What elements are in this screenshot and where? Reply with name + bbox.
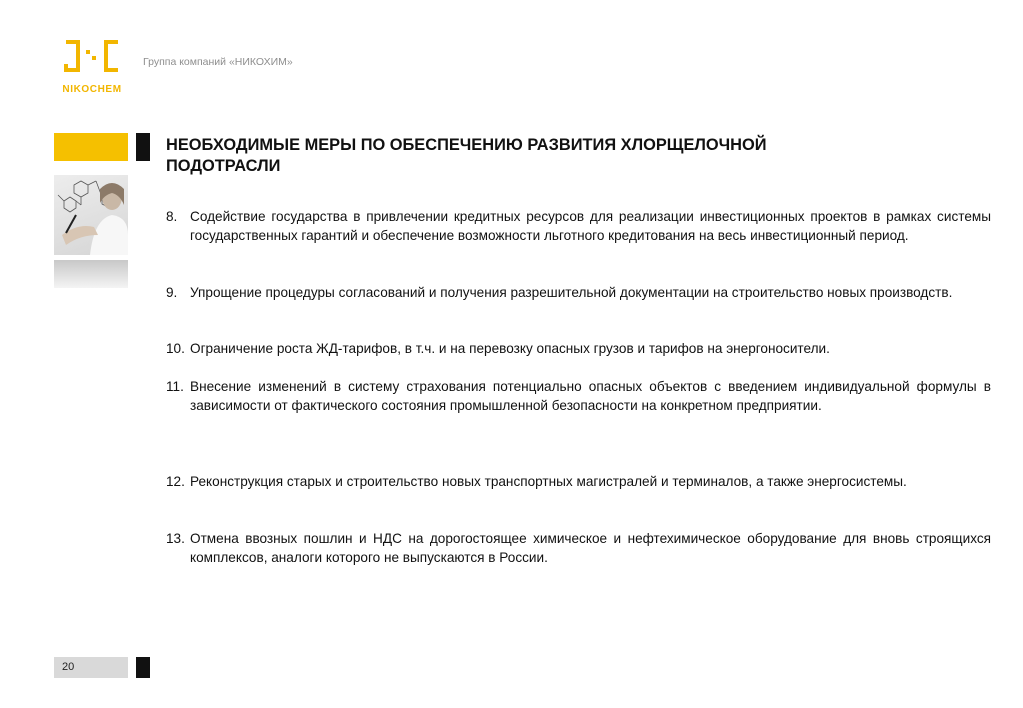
scientist-photo: [54, 175, 128, 255]
slide-title: [166, 135, 946, 177]
item-number: 12.: [166, 474, 185, 489]
photo-reflection: [54, 260, 128, 288]
list-item: [166, 472, 991, 491]
item-text: Внесение изменений в систему страхования потенциально опасных объектов с введением индивидуальной формулы в зависимости от фактического состояния промышленной безопасности на конкретном предприятии.: [190, 379, 991, 413]
logo-text: NIKOCHEM: [62, 84, 122, 95]
list-item: [166, 529, 991, 567]
item-number: 11.: [166, 379, 184, 394]
slide-title-line-2: ПОДОТРАСЛИ: [166, 157, 281, 175]
page-number: 20: [62, 661, 75, 673]
item-number: 10.: [166, 341, 185, 356]
item-text: Содействие государства в привлечении кредитных ресурсов для реализации инвестиционных проектов в рамках системы государственных гарантий и обеспечение возможности льготного кредитования на весь инвестиционный период.: [190, 209, 991, 243]
page-number-box: [54, 657, 128, 678]
list-item: [166, 283, 991, 302]
item-number: 13.: [166, 531, 185, 546]
chemist-illustration-icon: [54, 175, 128, 255]
title-marker-bar: [136, 133, 150, 161]
item-text: Отмена ввозных пошлин и НДС на дорогостоящее химическое и нефтехимическое оборудование для вновь строящихся комплексов, аналоги которого не выпускаются в России.: [190, 531, 991, 565]
slide-title-line-1: НЕОБХОДИМЫЕ МЕРЫ ПО ОБЕСПЕЧЕНИЮ РАЗВИТИЯ ХЛОРЩЕЛОЧНОЙ: [166, 136, 767, 154]
list-item: [166, 339, 991, 358]
item-text: Ограничение роста ЖД-тарифов, в т.ч. и на перевозку опасных грузов и тарифов на энергоносители.: [190, 341, 830, 356]
item-number: 9.: [166, 285, 178, 300]
list-item: [166, 377, 991, 415]
footer-marker-bar: [136, 657, 150, 678]
company-name: Группа компаний «НИКОХИМ»: [143, 56, 293, 68]
yellow-accent-block: [54, 133, 128, 161]
company-logo: [52, 40, 132, 98]
item-number: 8.: [166, 209, 178, 224]
item-text: Реконструкция старых и строительство новых транспортных магистралей и терминалов, а также энергосистемы.: [190, 474, 907, 489]
list-item: [166, 207, 991, 245]
item-text: Упрощение процедуры согласований и получения разрешительной документации на строительство новых производств.: [190, 285, 953, 300]
nikochem-logo-icon: [62, 40, 122, 78]
